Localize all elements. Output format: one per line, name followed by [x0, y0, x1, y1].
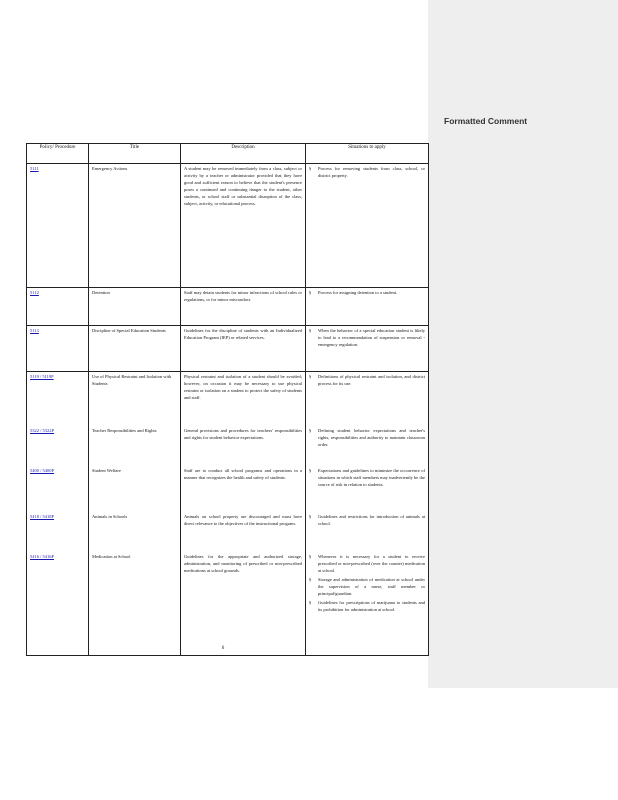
policy-link[interactable]: 5119 / 5119P: [30, 374, 54, 379]
policy-title: Detention: [89, 288, 181, 326]
policy-description: Staff are to conduct all school programs and operations in a manner that recognizes the health and safety of students.: [181, 466, 306, 512]
policy-description: Animals on school property are discouraged and must have direct relevance to the objectives of the instructional program.: [181, 512, 306, 552]
policy-link[interactable]: 5113: [30, 328, 39, 333]
table-row: [27, 164, 429, 288]
policy-title: Teacher Responsibilities and Rights: [89, 426, 181, 466]
policy-description: Guidelines for the discipline of students with an Individualized Education Program (IEP) or related services.: [181, 326, 306, 372]
table-row: [27, 372, 429, 426]
table-header-row: [27, 144, 429, 164]
table-row: [27, 552, 429, 656]
table-row: [27, 426, 429, 466]
policy-title: Emergency Actions: [89, 164, 181, 288]
table-row: [27, 466, 429, 512]
policy-description: Physical restraint and isolation of a student should be avoided; however, on occasion it may be necessary to use physical restraint or isolation on a student to protect the safety of students and staff.: [181, 372, 306, 426]
situation-item: § Guidelines for prescriptions of marijuana to students and its prohibition for administration at school.: [309, 599, 425, 613]
table-row: [27, 326, 429, 372]
policy-title: Use of Physical Restraint and Isolation with Students: [89, 372, 181, 426]
policy-link[interactable]: 5322 / 5322P: [30, 427, 55, 433]
policy-description: A student may be removed immediately from a class, subject or activity by a teacher or administrator provided that they have good and sufficient reason to believe that the student's presence poses a continued and continuing danger to the student, other students, or school staff or substantial disruption of the class, subject, activity, or educational process.: [181, 164, 306, 288]
situation-item: § Definitions of physical restraint and isolation, and district process for its use.: [309, 373, 425, 387]
policy-link[interactable]: 5416 / 5416P: [30, 553, 55, 559]
page-number: 6: [221, 646, 225, 651]
table-row: [27, 288, 429, 326]
policy-link[interactable]: 5111: [30, 166, 39, 171]
situation-item: § When the behavior of a special education student is likely to lead to a recommendation of suspension or removal - emergency regulation.: [309, 327, 425, 348]
policy-title: Animals in Schools: [89, 512, 181, 552]
policy-link[interactable]: 5112: [30, 290, 39, 295]
header-situations: Situations to apply: [306, 144, 429, 164]
situation-item: § Whenever it is necessary for a student to receive prescribed or non-prescribed (over the counter) medication at school.: [309, 553, 425, 574]
situation-item: § Defining student behavior expectations and teacher's rights, responsibilities and authority to maintain classroom order.: [309, 427, 425, 448]
situation-item: § Process for removing students from class, school, or district property.: [309, 165, 425, 179]
situation-item: § Process for assigning detention to a student.: [309, 289, 425, 296]
situation-item: § Guidelines and restrictions for introduction of animals at school.: [309, 513, 425, 527]
policy-title: Discipline of Special Education Students: [89, 326, 181, 372]
header-policy: Policy/ Procedure: [27, 144, 89, 164]
policy-title: Medication at School: [89, 552, 181, 656]
situation-item: § Expectations and guidelines to minimize the occurrence of situations in which staff members may inadvertently be the source of risk in relation to students.: [309, 467, 425, 488]
header-title: Title: [89, 144, 181, 164]
table-row: [27, 512, 429, 552]
policy-table: [26, 143, 429, 656]
comment-pane: [428, 0, 618, 688]
policy-title: Student Welfare: [89, 466, 181, 512]
policy-description: General provisions and procedures for teachers' responsibilities and rights for student behavior expectations.: [181, 426, 306, 466]
header-description: Description: [181, 144, 306, 164]
situation-item: § Storage and administration of medication at school under the supervision of a nurse, staff member or principal/guardian.: [309, 576, 425, 597]
policy-description: Staff may detain students for minor infractions of school rules or regulations, or for minor misconduct.: [181, 288, 306, 326]
policy-link[interactable]: 5400 / 5400P: [30, 467, 55, 473]
policy-description: Guidelines for the appropriate and authorized storage, administration, and monitoring of prescribed or non-prescribed medications at school grounds.: [181, 552, 306, 656]
comment-label: Formatted Comment: [444, 116, 528, 126]
policy-link[interactable]: 5418 / 5418P: [30, 513, 55, 519]
